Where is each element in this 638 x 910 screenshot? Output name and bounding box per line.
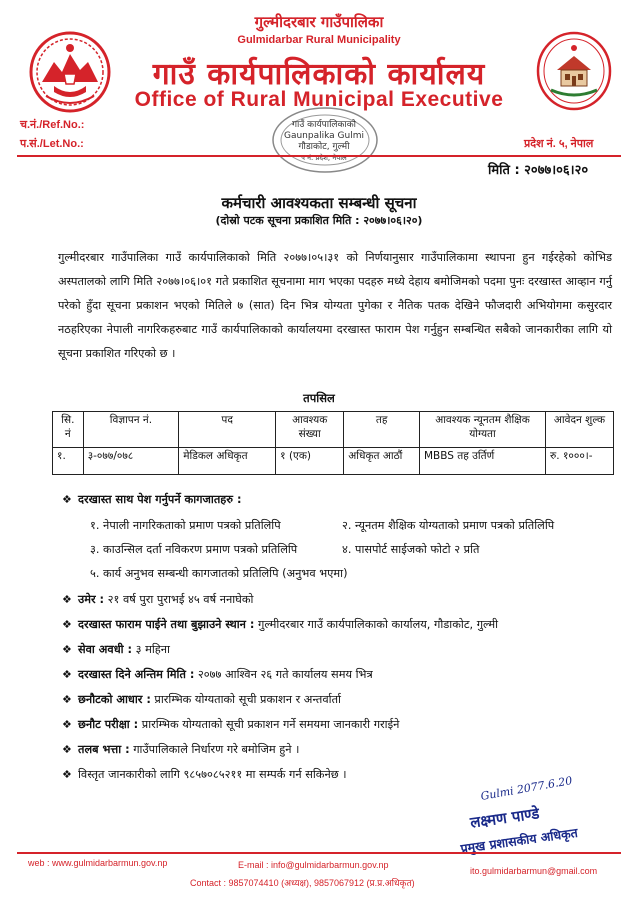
detail-form-location bbox=[62, 617, 498, 632]
table-header-row bbox=[53, 412, 614, 448]
office-title-np: गाउँ कार्यपालिकाको कार्यालय bbox=[152, 57, 486, 92]
detail-label: छनौटको आधार : bbox=[78, 693, 151, 706]
detail-contact-info bbox=[62, 767, 347, 782]
column-header: आवश्यक न्यूनतम शैक्षिक योग्यता bbox=[419, 412, 545, 448]
bullet-icon: ❖ bbox=[62, 593, 72, 606]
document-item: ३. काउन्सिल दर्ता नविकरण प्रमाण पत्रको प्रतिलिपि bbox=[90, 543, 298, 556]
municipality-logo bbox=[535, 30, 613, 112]
documents-heading bbox=[62, 492, 241, 507]
table-cell: १ (एक) bbox=[276, 448, 344, 475]
document-item: १. नेपाली नागरिकताको प्रमाण पत्रको प्रतिलिपि bbox=[90, 519, 281, 532]
stamp-line: गाउँ कार्यपालिकाको bbox=[291, 120, 357, 130]
office-stamp-text bbox=[268, 120, 380, 164]
bullet-icon: ❖ bbox=[62, 618, 72, 631]
detail-value: गुल्मीदरबार गाउँ कार्यपालिकाको कार्यालय, गौडाकोट, गुल्मी bbox=[254, 618, 499, 631]
header-divider bbox=[17, 155, 621, 157]
detail-salary bbox=[62, 742, 299, 757]
detail-value: विस्तृत जानकारीको लागि ९८५७०८५२११ मा सम्पर्क गर्न सकिनेछ । bbox=[78, 768, 347, 781]
notice-body: गुल्मीदरबार गाउँपालिका गाउँ कार्यपालिकाको मिति २०७७।०५।३१ को निर्णयानुसार गाउँपालिकामा स्थापना हुन गईरहेको कोभिड अस्पतालको लागि मिति २०७७।०६।०१ गते प्रकाशित सूचनामा माग भएका पदहरु मध्ये देहाय बमोजिमको पदमा पुनः दरखास्त आव्हान गर्नु परेको हुँदा सूचना प्रकाशन भएको मितिले ७ (सात) दिन भित्र योग्यता पुगेका र नैतिक पतक देखिने फौजदारी अभियोगमा कसुरदार नठहरिएका नेपाली नागरिकहरुबाट गाउँ कार्यपालिकाको कार्यालयमा दरखास्त फाराम पेश गर्नुहुन सम्बन्धित सबैको जानकारीका लागि यो सूचना प्रकाशित गरिएको छ । bbox=[58, 251, 612, 360]
footer-email-secondary-link[interactable]: ito.gulmidarbarmun@gmail.com bbox=[470, 866, 598, 876]
letter-number-label: प.सं./Let.No.: bbox=[20, 138, 84, 150]
footer-divider bbox=[17, 852, 621, 854]
detail-value: २१ वर्ष पुरा पुराभई ४५ वर्ष ननाघेको bbox=[104, 593, 254, 606]
notice-subtitle: (दोस्रो पटक सूचना प्रकाशित मिति : २०७७।०६।२०) bbox=[215, 214, 423, 227]
footer-contact: Contact : 9857074410 (अध्यक्ष), 9857067912 (प्र.प्र.अधिकृत) bbox=[190, 878, 415, 888]
detail-label: दरखास्त फाराम पाईने तथा बुझाउने स्थान : bbox=[78, 618, 255, 631]
detail-deadline bbox=[62, 667, 373, 682]
bullet-icon: ❖ bbox=[62, 718, 72, 731]
vacancy-table bbox=[52, 411, 614, 475]
table-caption: तपसिल bbox=[303, 391, 335, 405]
table-cell: रु. १०००।- bbox=[546, 448, 614, 475]
bullet-icon: ❖ bbox=[62, 668, 72, 681]
province-label: प्रदेश नं. ५, नेपाल bbox=[524, 138, 594, 150]
table-row bbox=[53, 448, 614, 475]
detail-value: ३ महिना bbox=[132, 643, 170, 656]
signatory-name: लक्ष्मण पाण्डे bbox=[469, 804, 541, 832]
detail-value: प्रारम्भिक योग्यताको सूची प्रकाशन गर्ने समयमा जानकारी गराईने bbox=[138, 718, 400, 731]
detail-selection-basis bbox=[62, 692, 341, 707]
column-header: सि. नं bbox=[53, 412, 84, 448]
municipality-name-en: Gulmidarbar Rural Municipality bbox=[237, 34, 401, 46]
column-header: पद bbox=[179, 412, 276, 448]
bullet-icon: ❖ bbox=[62, 743, 72, 756]
stamp-line: Gaunpalika Gulmi bbox=[283, 131, 364, 141]
document-item: ५. कार्य अनुभव सम्बन्धी कागजातको प्रतिलिपि (अनुभव भएमा) bbox=[90, 567, 348, 580]
detail-value: गाउँपालिकाले निर्धारण गरे बमोजिम हुने । bbox=[129, 743, 300, 756]
footer-website-link[interactable]: web : www.gulmidarbarmun.gov.np bbox=[28, 858, 168, 868]
column-header: आवेदन शुल्क bbox=[546, 412, 614, 448]
notice-title: कर्मचारी आवश्यकता सम्बन्धी सूचना bbox=[221, 194, 417, 212]
stamp-line: गौडाकोट, गुल्मी bbox=[298, 142, 350, 152]
detail-selection-exam bbox=[62, 717, 399, 732]
signatory-title: प्रमुख प्रशासकीय अधिकृत bbox=[459, 824, 579, 857]
detail-service-period bbox=[62, 642, 170, 657]
detail-label: सेवा अवधी : bbox=[78, 643, 133, 656]
table-cell: मेडिकल अधिकृत bbox=[179, 448, 276, 475]
office-title-en: Office of Rural Municipal Executive bbox=[134, 88, 504, 111]
detail-value: २०७७ आश्विन २६ गते कार्यालय समय भित्र bbox=[194, 668, 373, 681]
bullet-icon: ❖ bbox=[62, 693, 72, 706]
table-cell: MBBS तह उर्तिर्ण bbox=[419, 448, 545, 475]
bullet-icon: ❖ bbox=[62, 643, 72, 656]
issue-date: मिति : २०७७।०६।२० bbox=[488, 163, 589, 178]
stamp-line: ५ नं. प्रदेश, नेपाल bbox=[301, 154, 347, 162]
detail-label: उमेर : bbox=[78, 593, 105, 606]
bullet-icon: ❖ bbox=[62, 493, 72, 506]
detail-label: तलब भत्ता : bbox=[78, 743, 130, 756]
nepal-emblem-logo bbox=[28, 30, 112, 114]
detail-value: प्रारम्भिक योग्यताको सूची प्रकाशन र अन्तर्वार्ता bbox=[150, 693, 341, 706]
bullet-icon: ❖ bbox=[62, 768, 72, 781]
column-header: विज्ञापन नं. bbox=[83, 412, 179, 448]
signature-scribble: Gulmi 2077.6.20 bbox=[479, 774, 574, 803]
footer-email-link[interactable]: E-mail : info@gulmidarbarmun.gov.np bbox=[238, 860, 389, 870]
ref-number-label: च.नं./Ref.No.: bbox=[20, 119, 85, 131]
detail-label: दरखास्त दिने अन्तिम मिति : bbox=[78, 668, 195, 681]
document-item: ४. पासपोर्ट साईजको फोटो २ प्रति bbox=[342, 543, 480, 556]
documents-heading-text: दरखास्त साथ पेश गर्नुपर्ने कागजातहरु : bbox=[78, 493, 242, 506]
municipality-name-np: गुल्मीदरबार गाउँपालिका bbox=[254, 13, 384, 31]
column-header: आवश्यक संख्या bbox=[276, 412, 344, 448]
column-header: तह bbox=[344, 412, 420, 448]
detail-age bbox=[62, 592, 253, 607]
table-cell: अधिकृत आठौं bbox=[344, 448, 420, 475]
table-cell: ३-०७७/०७८ bbox=[83, 448, 179, 475]
table-cell: १. bbox=[53, 448, 84, 475]
document-item: २. न्यूनतम शैक्षिक योग्यताको प्रमाण पत्रको प्रतिलिपि bbox=[342, 519, 555, 532]
detail-label: छनौट परीक्षा : bbox=[78, 718, 139, 731]
